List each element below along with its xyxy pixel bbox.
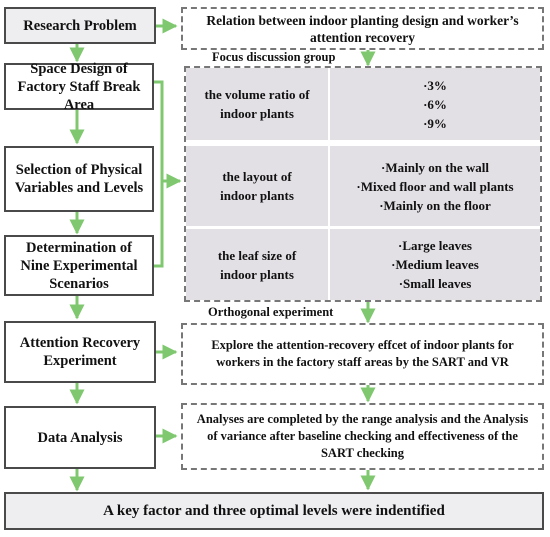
bracket-middle-steps — [154, 82, 162, 266]
level-item: ·Mainly on the floor — [379, 197, 491, 213]
relation-box — [181, 7, 544, 50]
analyses-box — [181, 403, 544, 470]
levels-layout — [356, 158, 513, 215]
step-research-problem — [4, 7, 156, 44]
step-research-problem-label: Research Problem — [23, 17, 137, 34]
level-item: ·Medium leaves — [391, 257, 479, 272]
conclusion-box — [4, 492, 544, 530]
step-space-design — [4, 60, 154, 113]
step-space-design-label: Space Design of Factory Staff Break Area — [17, 60, 141, 113]
variable-volume-ratio: the volume ratio of indoor plants — [204, 87, 310, 121]
explore-text: Explore the attention-recovery effcet of indoor plants for workers in the factory staff areas by the SART and VR — [211, 338, 514, 369]
variable-levels-cell — [330, 146, 540, 226]
conclusion-text: A key factor and three optimal levels were indentified — [103, 503, 445, 519]
levels-volume-ratio — [423, 76, 447, 133]
orthogonal-caption: Orthogonal experiment — [208, 305, 334, 319]
level-item: ·3% — [423, 77, 447, 93]
step-data-analysis-label: Data Analysis — [37, 429, 123, 446]
step-data-analysis — [4, 406, 156, 469]
variable-name-cell — [186, 229, 328, 300]
focus-group-caption: Focus discussion group — [212, 50, 336, 64]
level-item: ·6% — [423, 96, 447, 112]
variable-layout: the layout of indoor plants — [220, 169, 294, 203]
explore-box — [181, 323, 544, 385]
relation-text: Relation between indoor planting design and worker’s attention recovery — [206, 12, 519, 45]
step-selection-variables — [4, 146, 154, 212]
step-determination-scenarios — [4, 235, 154, 296]
analyses-text: Analyses are completed by the range analysis and the Analysis of variance after baseline checking and effectiveness of the SART checking — [196, 412, 529, 460]
level-item: ·Mainly on the wall — [381, 159, 489, 175]
level-item: ·9% — [423, 115, 447, 131]
variable-leaf-size: the leaf size of indoor plants — [217, 247, 297, 282]
variable-name-cell — [186, 68, 328, 140]
step-attention-experiment — [4, 321, 156, 383]
variable-levels-cell — [330, 68, 540, 140]
variable-name-cell — [186, 146, 328, 226]
variable-levels-cell — [330, 229, 540, 300]
step-selection-label: Selection of Physical Variables and Levels — [14, 162, 144, 196]
levels-leaf-size — [391, 236, 479, 293]
step-determination-label: Determination of Nine Experimental Scenarios — [20, 239, 138, 292]
level-item: ·Large leaves — [397, 238, 472, 253]
level-item: ·Small leaves — [398, 276, 472, 291]
step-attention-experiment-label: Attention Recovery Experiment — [19, 335, 141, 369]
level-item: ·Mixed floor and wall plants — [356, 178, 514, 194]
